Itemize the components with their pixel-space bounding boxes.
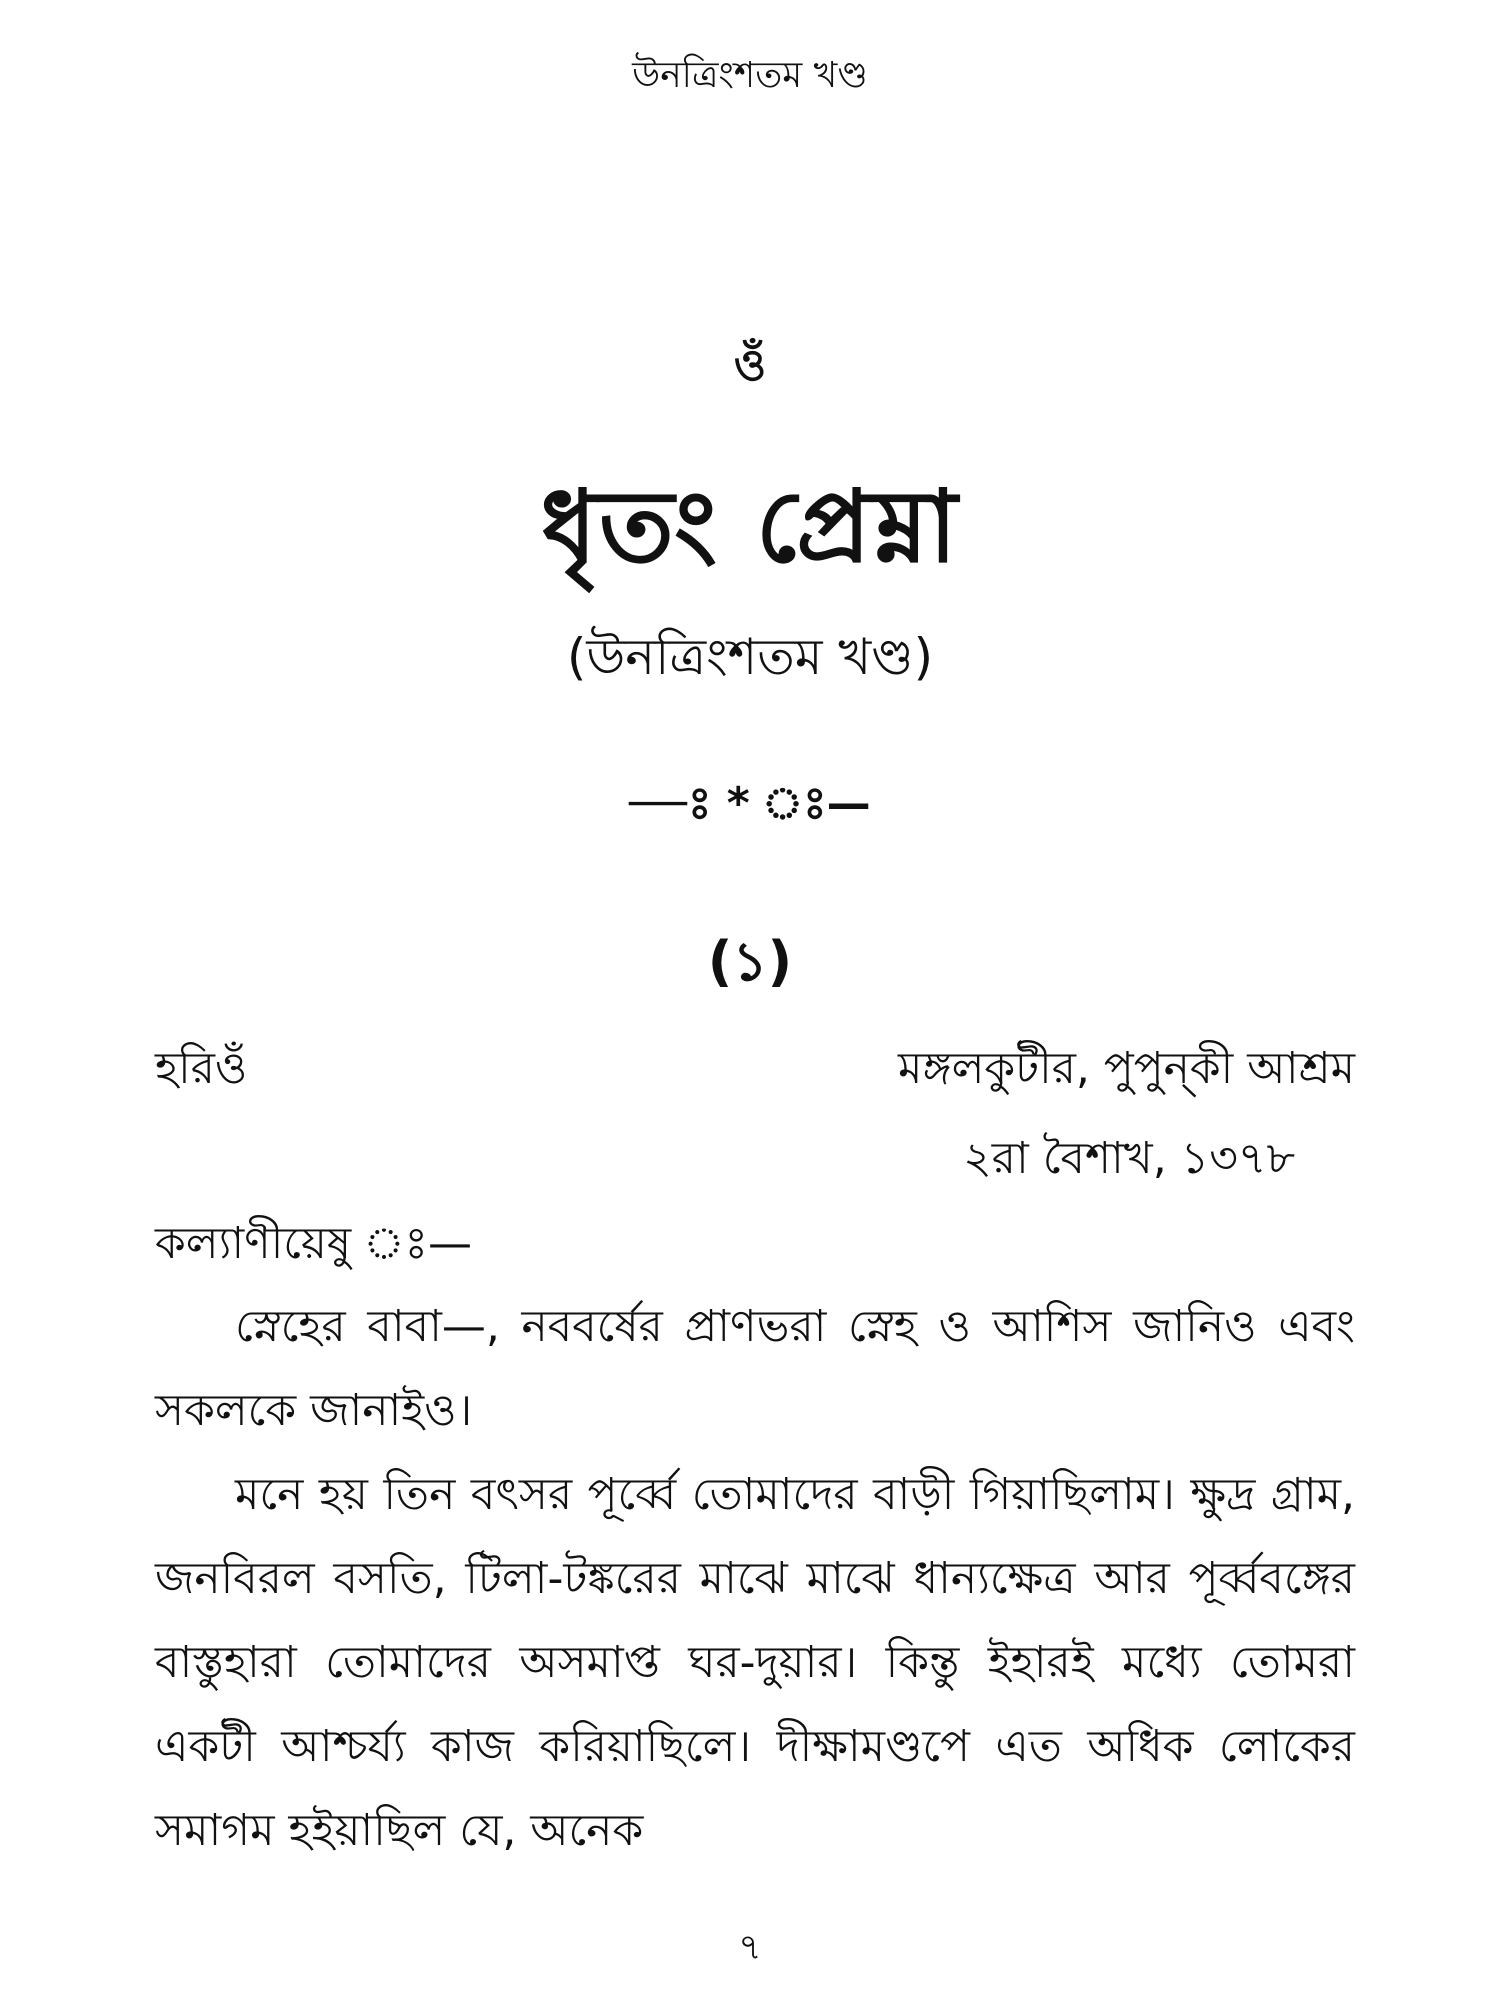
running-head: উনত্রিংশতম খণ্ড <box>632 55 868 96</box>
letter-place: মঙ্গলকুটীর, পুপুন্‌কী আশ্রম <box>897 1043 1355 1094</box>
letter-body <box>155 1285 1355 1873</box>
paragraph: স্নেহের বাবা—, নববর্ষের প্রাণভরা স্নেহ ও আশিস জানিও এবং সকলকে জানাইও। <box>155 1301 1355 1436</box>
salutation: হরিওঁ <box>155 1043 248 1094</box>
section-ornament: —ঃ * ঃ— <box>629 778 871 829</box>
addressee: কল্যাণীয়েষু ঃ— <box>155 1218 472 1269</box>
page-number: ৭ <box>738 1927 762 1968</box>
volume-subtitle: (উনত্রিংশতম খণ্ড) <box>566 628 934 686</box>
paragraph: মনে হয় তিন বৎসর পূর্ব্বে তোমাদের বাড়ী গিয়াছিলাম। ক্ষুদ্র গ্রাম, জনবিরল বসতি, টিলা-টঙ্করের মাঝে মাঝে ধান্যক্ষেত্র আর পূর্ব্ববঙ্গের বাস্তুহারা তোমাদের অসমাপ্ত ঘর-দুয়ার। কিন্তু ইহারই মধ্যে তোমরা একটী আশ্চর্য্য কাজ করিয়াছিলে। দীক্ষামণ্ডপে এত অধিক লোকের সমাগম হইয়াছিল যে, অনেক <box>155 1469 1355 1856</box>
section-number: (১) <box>707 930 793 993</box>
om-symbol: ওঁ <box>733 340 767 391</box>
book-title: ধৃতং প্রেম্না <box>540 468 960 585</box>
letter-date: ২রা বৈশাখ, ১৩৭৮ <box>963 1133 1295 1184</box>
